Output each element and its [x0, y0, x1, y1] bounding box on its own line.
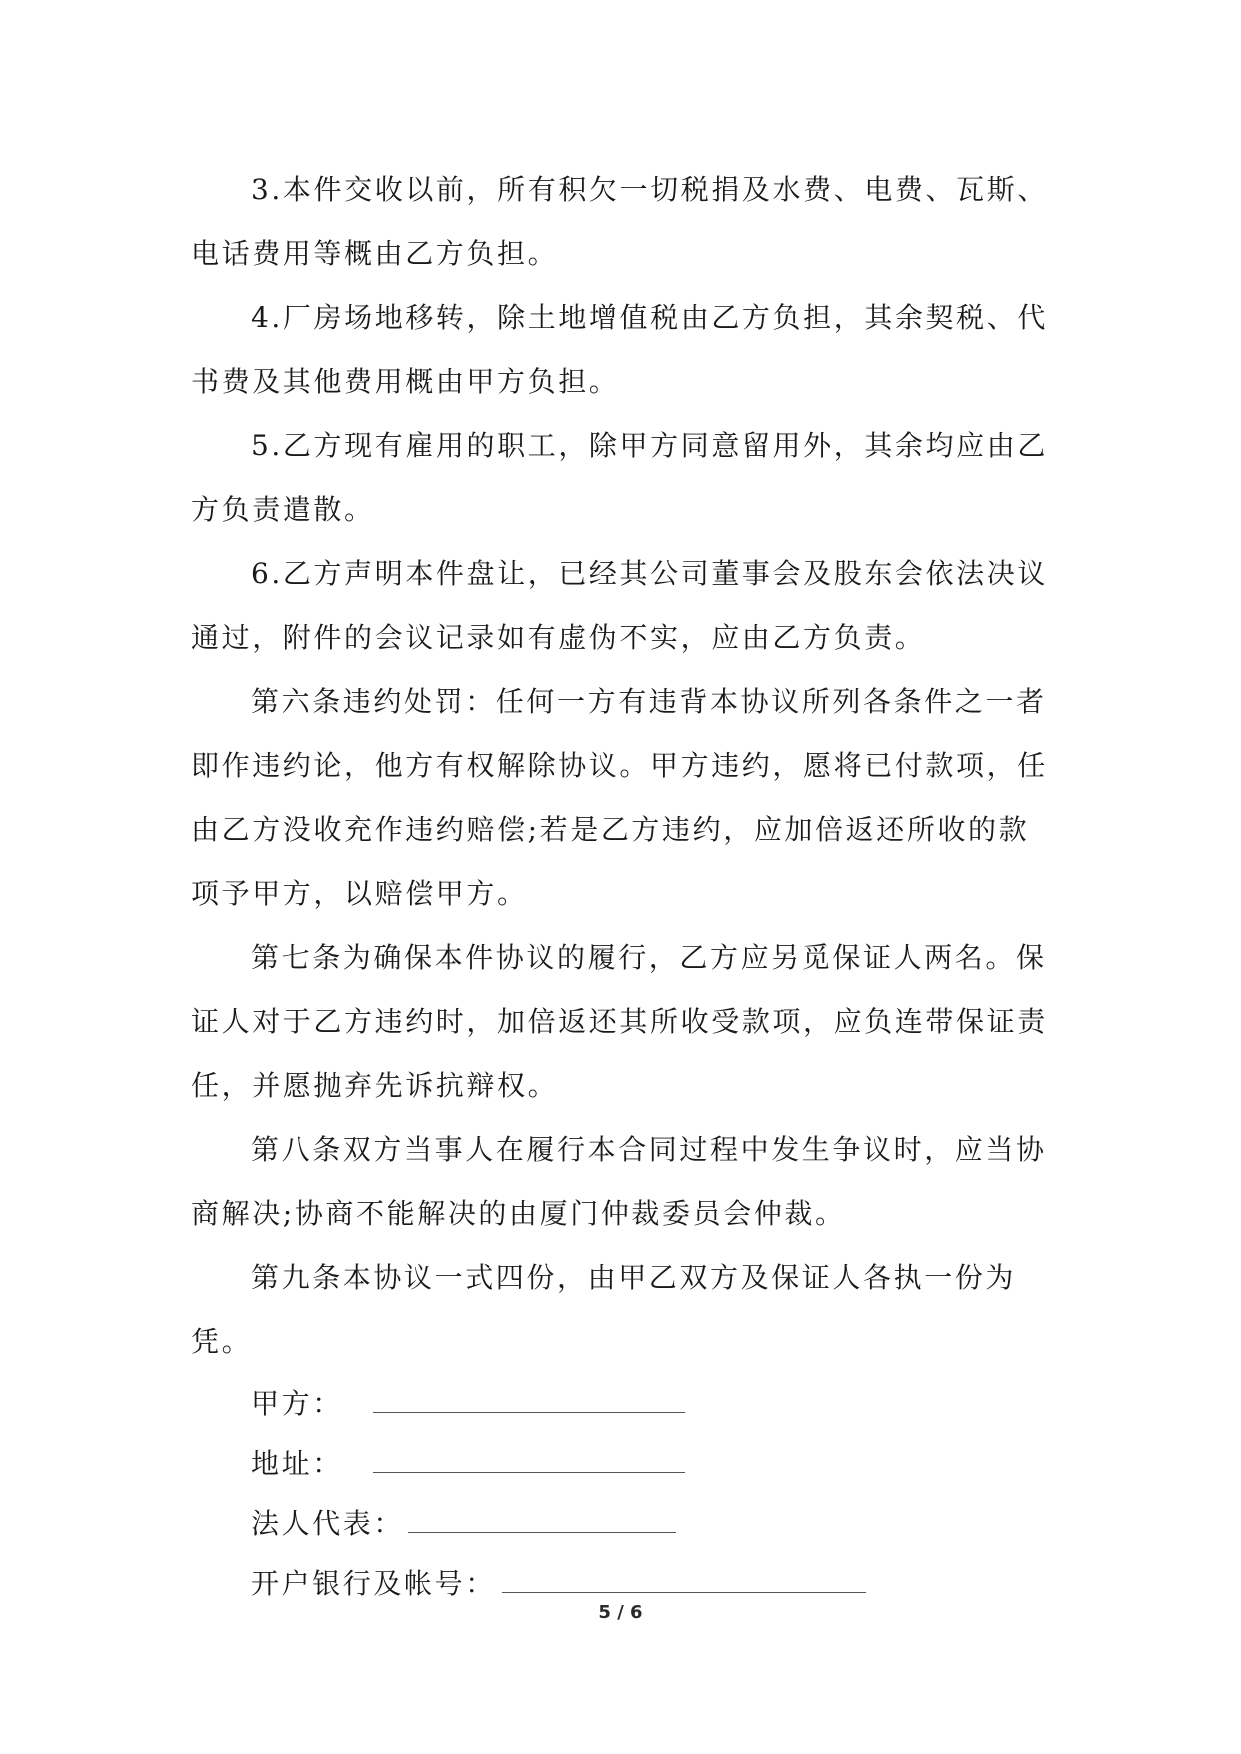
party-a-blank [373, 1390, 685, 1413]
party-a-label: 甲方： [251, 1387, 343, 1420]
article-eight-dispute: 第八条双方当事人在履行本合同过程中发生争议时，应当协商解决;协商不能解决的由厦门仲裁委员会仲裁。 [191, 1133, 1047, 1230]
legal-representative-blank [408, 1510, 676, 1533]
clause-paragraph: 3.本件交收以前，所有积欠一切税捐及水费、电费、瓦斯、电话费用等概由乙方负担。 [191, 173, 1048, 270]
legal-representative-label: 法人代表： [251, 1507, 405, 1540]
bank-account-label: 开户银行及帐号： [251, 1567, 496, 1600]
document-body [191, 158, 1051, 1614]
clause-paragraph: 6.乙方声明本件盘让，已经其公司董事会及股东会依法决议通过，附件的会议记录如有虚伪不实，应由乙方负责。 [191, 557, 1048, 654]
legal-representative-field [191, 1494, 1051, 1554]
clause-paragraph: 4.厂房场地移转，除土地增值税由乙方负担，其余契税、代书费及其他费用概由甲方负担。 [191, 301, 1048, 398]
bank-account-blank [502, 1570, 866, 1593]
article-six-penalty: 第六条违约处罚：任何一方有违背本协议所列各条件之一者即作违约论，他方有权解除协议。甲方违约，愿将已付款项，任由乙方没收充作违约赔偿;若是乙方违约，应加倍返还所收的款项予甲方，以赔偿甲方。 [191, 685, 1048, 910]
party-a-field [191, 1374, 1051, 1434]
clause-paragraph: 5.乙方现有雇用的职工，除甲方同意留用外，其余均应由乙方负责遣散。 [191, 429, 1048, 526]
article-nine-copies: 第九条本协议一式四份，由甲乙双方及保证人各执一份为凭。 [191, 1261, 1017, 1358]
page-number: 5 / 6 [598, 1602, 643, 1623]
address-field [191, 1434, 1051, 1494]
address-blank [373, 1450, 685, 1473]
article-seven-guarantor: 第七条为确保本件协议的履行，乙方应另觅保证人两名。保证人对于乙方违约时，加倍返还其所收受款项，应负连带保证责任，并愿抛弃先诉抗辩权。 [191, 941, 1048, 1102]
address-label: 地址： [251, 1447, 343, 1480]
